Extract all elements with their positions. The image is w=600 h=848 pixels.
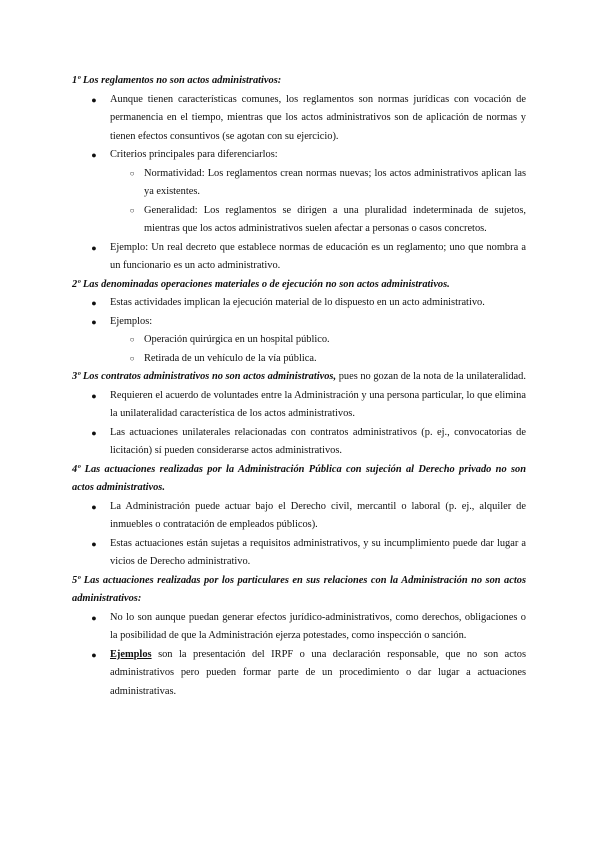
document-body [72,72,526,701]
section-heading-5: 5º Las actuaciones realizadas por los particulares en sus relaciones con la Administración no son actos administrativos: [72,574,526,604]
section-heading-3: 3º Los contratos administrativos no son actos administrativos, pues no gozan de la nota de la unilateralidad. [72,371,526,382]
sub-list-item: ○ Normatividad: Los reglamentos crean normas nuevas; los actos administrativos aplican las ya existentes. [91,165,526,202]
sub-list-item: ○ Operación quirúrgica en un hospital público. [91,331,526,350]
list-item: ● Ejemplo: Un real decreto que establece normas de educación es un reglamento; uno que nombra a un funcionario es un acto administrativo. [72,239,526,276]
sub-list [91,165,526,239]
examples-lead: Ejemplos [110,648,152,660]
circle-bullet-icon: ○ [129,168,135,178]
circle-bullet-icon: ○ [129,205,135,215]
sub-list [91,331,526,368]
section-list-2 [72,294,526,368]
section-list-5 [72,609,526,702]
list-item: ● Estas actuaciones están sujetas a requisitos administrativos, y su incumplimiento puede dar lugar a vicios de Derecho administrativo. [72,535,526,572]
list-item: ● Aunque tienen características comunes, los reglamentos son normas jurídicas con vocación de permanencia en el tiempo, mientras que los actos administrativos son de aplicación de normas y tienen efectos consuntivos (se agotan con su ejercicio). [72,91,526,147]
section-list-1 [72,91,526,276]
section-heading-4: 4º Las actuaciones realizadas por la Administración Pública con sujeción al Derecho privado no son actos administrativos. [72,463,526,493]
list-item: ● La Administración puede actuar bajo el Derecho civil, mercantil o laboral (p. ej., alquiler de inmuebles o contratación de empleados públicos). [72,498,526,535]
circle-bullet-icon: ○ [129,335,135,344]
bullet-icon: ● [91,298,97,308]
section-heading-1: 1º Los reglamentos no son actos administrativos: [72,75,282,86]
bullet-icon: ● [91,390,97,401]
bullet-icon: ● [91,242,97,253]
bullet-icon: ● [91,316,97,327]
bullet-icon: ● [91,150,97,160]
list-item: ● Estas actividades implican la ejecución material de lo dispuesto en un acto administrativo. [72,294,526,313]
bullet-icon: ● [91,501,97,512]
list-item: ● Ejemplos: ○ Operación quirúrgica en un hospital público. ○ Retirada de un vehículo de la vía pública. [72,313,526,369]
list-item: ● No lo son aunque puedan generar efectos jurídico-administrativos, como derechos, obligaciones o la posibilidad de que la Administración ejerza potestades, como inspección o sanción. [72,609,526,646]
bullet-icon: ● [91,612,97,623]
bullet-icon: ● [91,427,97,438]
bullet-icon: ● [91,94,97,105]
sub-list-item: ○ Generalidad: Los reglamentos se dirigen a una pluralidad indeterminada de sujetos, mientras que los actos administrativos suelen afectar a personas o casos concretos. [91,202,526,239]
list-item: ● Ejemplos son la presentación del IRPF o una declaración responsable, que no son actos administrativos pero pueden formar parte de un procedimiento o dar lugar a actuaciones administrativas. [72,646,526,702]
section-list-3 [72,387,526,461]
section-list-4 [72,498,526,572]
circle-bullet-icon: ○ [129,353,135,363]
section-heading-2: 2º Las denominadas operaciones materiales o de ejecución no son actos administrativos. [72,278,450,290]
bullet-icon: ● [91,538,97,549]
list-item: ● Las actuaciones unilaterales relacionadas con contratos administrativos (p. ej., convocatorias de licitación) sí pueden considerarse actos administrativos. [72,424,526,461]
list-item: ● Requieren el acuerdo de voluntades entre la Administración y una persona particular, lo que elimina la unilateralidad característica de los actos administrativos. [72,387,526,424]
bullet-icon: ● [91,649,97,660]
sub-list-item: ○ Retirada de un vehículo de la vía pública. [91,350,526,369]
list-item: ● Criterios principales para diferenciarlos: ○ Normatividad: Los reglamentos crean normas nuevas; los actos administrativos aplican las ya existentes. ○ Generalidad: Los reglamentos se dirigen a una pluralidad indeterminada de sujetos, mientras que los actos administrativos suelen afectar a personas o casos concretos. [72,146,526,239]
